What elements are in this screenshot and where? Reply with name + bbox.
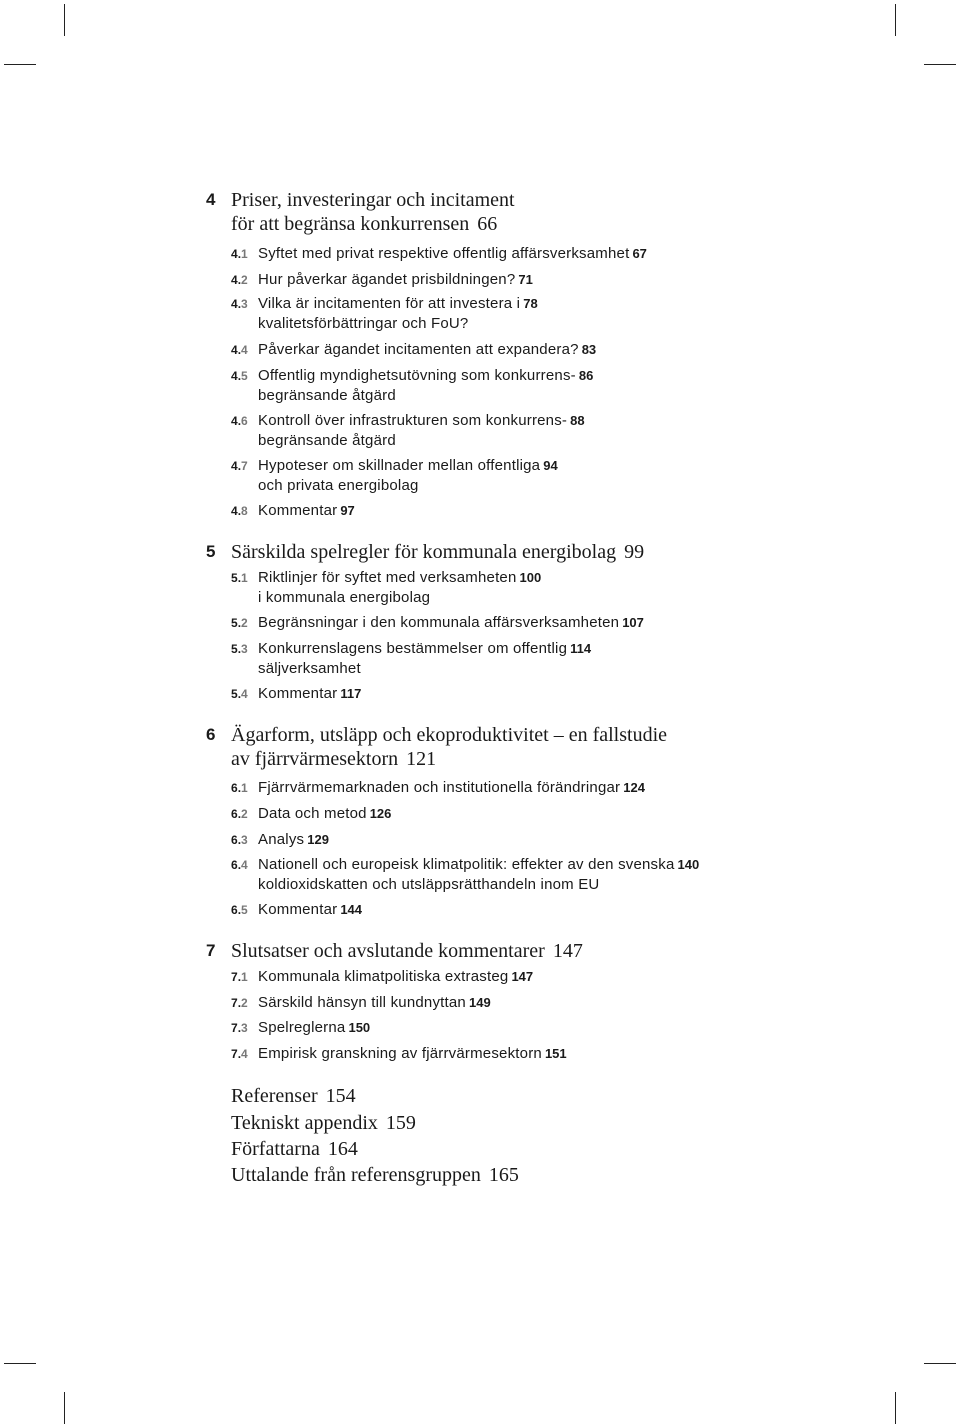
section-title: Hypoteser om skillnader mellan offentliga och privata energibolag xyxy=(258,457,541,494)
section-page: 149 xyxy=(468,995,491,1010)
chapter-page: 66 xyxy=(477,213,498,235)
toc-entry[interactable] xyxy=(231,830,329,850)
section-title: Särskild hänsyn till kundnyttan xyxy=(258,994,466,1011)
section-title: Empirisk granskning av fjärrvärmesektorn xyxy=(258,1045,542,1062)
toc-entry[interactable] xyxy=(231,855,699,895)
section-title: Kommentar xyxy=(258,901,338,918)
section-page: 150 xyxy=(348,1020,371,1035)
section-page: 100 xyxy=(519,570,542,585)
back-matter-page: 154 xyxy=(325,1085,356,1107)
crop-mark xyxy=(924,64,956,65)
section-title: Spelreglerna xyxy=(258,1019,346,1036)
chapter-title xyxy=(231,188,515,236)
back-matter-entry[interactable] xyxy=(231,1162,519,1188)
section-page: 140 xyxy=(677,857,700,872)
section-title: Kommentar xyxy=(258,502,338,519)
chapter-number: 7 xyxy=(206,941,216,960)
section-number: 5.3 xyxy=(231,642,248,656)
section-title: Riktlinjer för syftet med verksamheten i kommunala energibolag xyxy=(258,569,517,606)
section-number: 6.1 xyxy=(231,781,248,795)
section-title: Nationell och europeisk klimatpolitik: effekter av den svenska koldioxidskatten och utsläppsrätthandeln inom EU xyxy=(258,856,675,893)
section-number: 4.6 xyxy=(231,414,248,428)
toc-entry[interactable] xyxy=(231,411,585,451)
section-title: Offentlig myndighetsutövning som konkurrens- begränsande åtgärd xyxy=(258,367,576,404)
section-page: 129 xyxy=(307,832,329,847)
section-number: 6.4 xyxy=(231,858,248,872)
section-number: 6.2 xyxy=(231,807,248,821)
section-title: Fjärrvärmemarknaden och institutionella förändringar xyxy=(258,779,621,796)
crop-mark xyxy=(895,1392,896,1424)
toc-entry[interactable] xyxy=(231,639,591,679)
section-title: Data och metod xyxy=(258,805,367,822)
toc-entry[interactable] xyxy=(231,270,533,290)
crop-mark xyxy=(64,1392,65,1424)
toc-entry[interactable] xyxy=(231,340,596,360)
crop-mark xyxy=(64,4,65,36)
section-title: Analys xyxy=(258,831,305,848)
chapter-number: 4 xyxy=(206,190,216,209)
back-matter-entry[interactable] xyxy=(231,1110,416,1136)
toc-entry[interactable] xyxy=(231,366,593,406)
back-matter-entry[interactable] xyxy=(231,1136,358,1162)
chapter-title-text: Priser, investeringar och incitament för att begränsa konkurrensen xyxy=(231,189,515,235)
crop-mark xyxy=(924,1363,956,1364)
section-page: 147 xyxy=(511,969,534,984)
back-matter-page: 164 xyxy=(327,1138,358,1160)
chapter-title-text: Särskilda spelregler för kommunala energibolag xyxy=(231,541,617,563)
section-page: 67 xyxy=(632,246,647,261)
section-page: 151 xyxy=(544,1046,567,1061)
toc-entry[interactable] xyxy=(231,778,645,798)
section-number: 6.5 xyxy=(231,903,248,917)
section-number: 4.1 xyxy=(231,247,248,261)
section-number: 7.2 xyxy=(231,996,248,1010)
section-page: 144 xyxy=(340,902,363,917)
section-page: 126 xyxy=(369,806,392,821)
toc-entry[interactable] xyxy=(231,1044,567,1064)
section-page: 114 xyxy=(570,641,592,656)
section-title: Kommentar xyxy=(258,685,338,702)
section-title: Påverkar ägandet incitamenten att expandera? xyxy=(258,341,579,358)
back-matter-page: 159 xyxy=(385,1112,416,1134)
toc-entry[interactable] xyxy=(231,900,362,920)
section-page: 97 xyxy=(340,503,355,518)
back-matter-title: Uttalande från referensgruppen xyxy=(231,1164,481,1186)
toc-entry[interactable] xyxy=(231,993,491,1013)
section-page: 88 xyxy=(570,413,585,428)
section-number: 5.4 xyxy=(231,687,248,701)
chapter-number: 6 xyxy=(206,725,216,744)
toc-entry[interactable] xyxy=(231,456,558,496)
back-matter-title: Tekniskt appendix xyxy=(231,1112,378,1134)
chapter-title xyxy=(231,723,667,771)
section-page: 107 xyxy=(622,615,644,630)
chapter-title-text: Ägarform, utsläpp och ekoproduktivitet – en fallstudie av fjärrvärmesektorn xyxy=(231,724,668,770)
back-matter-title: Referenser xyxy=(231,1085,318,1107)
section-number: 4.8 xyxy=(231,504,248,518)
crop-mark xyxy=(895,4,896,36)
section-page: 94 xyxy=(543,458,558,473)
section-number: 6.3 xyxy=(231,833,248,847)
toc-entry[interactable] xyxy=(231,294,538,334)
section-title: Vilka är incitamenten för att investera i kvalitetsförbättringar och FoU? xyxy=(258,295,521,332)
section-number: 4.7 xyxy=(231,459,248,473)
section-title: Begränsningar i den kommunala affärsverksamheten xyxy=(258,614,620,631)
toc-entry[interactable] xyxy=(231,244,647,264)
section-title: Hur påverkar ägandet prisbildningen? xyxy=(258,271,516,288)
chapter-title-text: Slutsatser och avslutande kommentarer xyxy=(231,940,545,962)
section-page: 124 xyxy=(623,780,645,795)
chapter-page: 99 xyxy=(624,541,645,563)
back-matter-page: 165 xyxy=(488,1164,519,1186)
chapter-page: 121 xyxy=(406,748,437,770)
section-title: Kommunala klimatpolitiska extrasteg xyxy=(258,968,509,985)
toc-entry[interactable] xyxy=(231,804,391,824)
toc-entry[interactable] xyxy=(231,613,644,633)
section-page: 78 xyxy=(523,296,538,311)
back-matter-title: Författarna xyxy=(231,1138,320,1160)
section-number: 5.1 xyxy=(231,571,248,585)
section-title: Syftet med privat respektive offentlig affärsverksamhet xyxy=(258,245,630,262)
chapter-title xyxy=(231,939,583,963)
section-number: 7.3 xyxy=(231,1021,248,1035)
section-number: 7.4 xyxy=(231,1047,248,1061)
back-matter-entry[interactable] xyxy=(231,1083,356,1109)
toc-entry[interactable] xyxy=(231,501,355,521)
toc-entry[interactable] xyxy=(231,568,541,608)
toc-entry[interactable] xyxy=(231,1018,370,1038)
section-page: 71 xyxy=(518,272,533,287)
toc-entry[interactable] xyxy=(231,967,533,987)
section-page: 117 xyxy=(340,686,362,701)
section-number: 4.5 xyxy=(231,369,248,383)
chapter-number: 5 xyxy=(206,542,216,561)
crop-mark xyxy=(4,1363,36,1364)
section-page: 86 xyxy=(578,368,594,383)
section-page: 83 xyxy=(581,342,597,357)
section-number: 4.4 xyxy=(231,343,248,357)
section-title: Kontroll över infrastrukturen som konkurrens- begränsande åtgärd xyxy=(258,412,568,449)
section-number: 4.3 xyxy=(231,297,248,311)
section-title: Konkurrenslagens bestämmelser om offentlig säljverksamhet xyxy=(258,640,568,677)
section-number: 4.2 xyxy=(231,273,248,287)
section-number: 7.1 xyxy=(231,970,248,984)
toc-entry[interactable] xyxy=(231,684,361,704)
crop-mark xyxy=(4,64,36,65)
section-number: 5.2 xyxy=(231,616,248,630)
chapter-title xyxy=(231,540,644,564)
chapter-page: 147 xyxy=(552,940,583,962)
